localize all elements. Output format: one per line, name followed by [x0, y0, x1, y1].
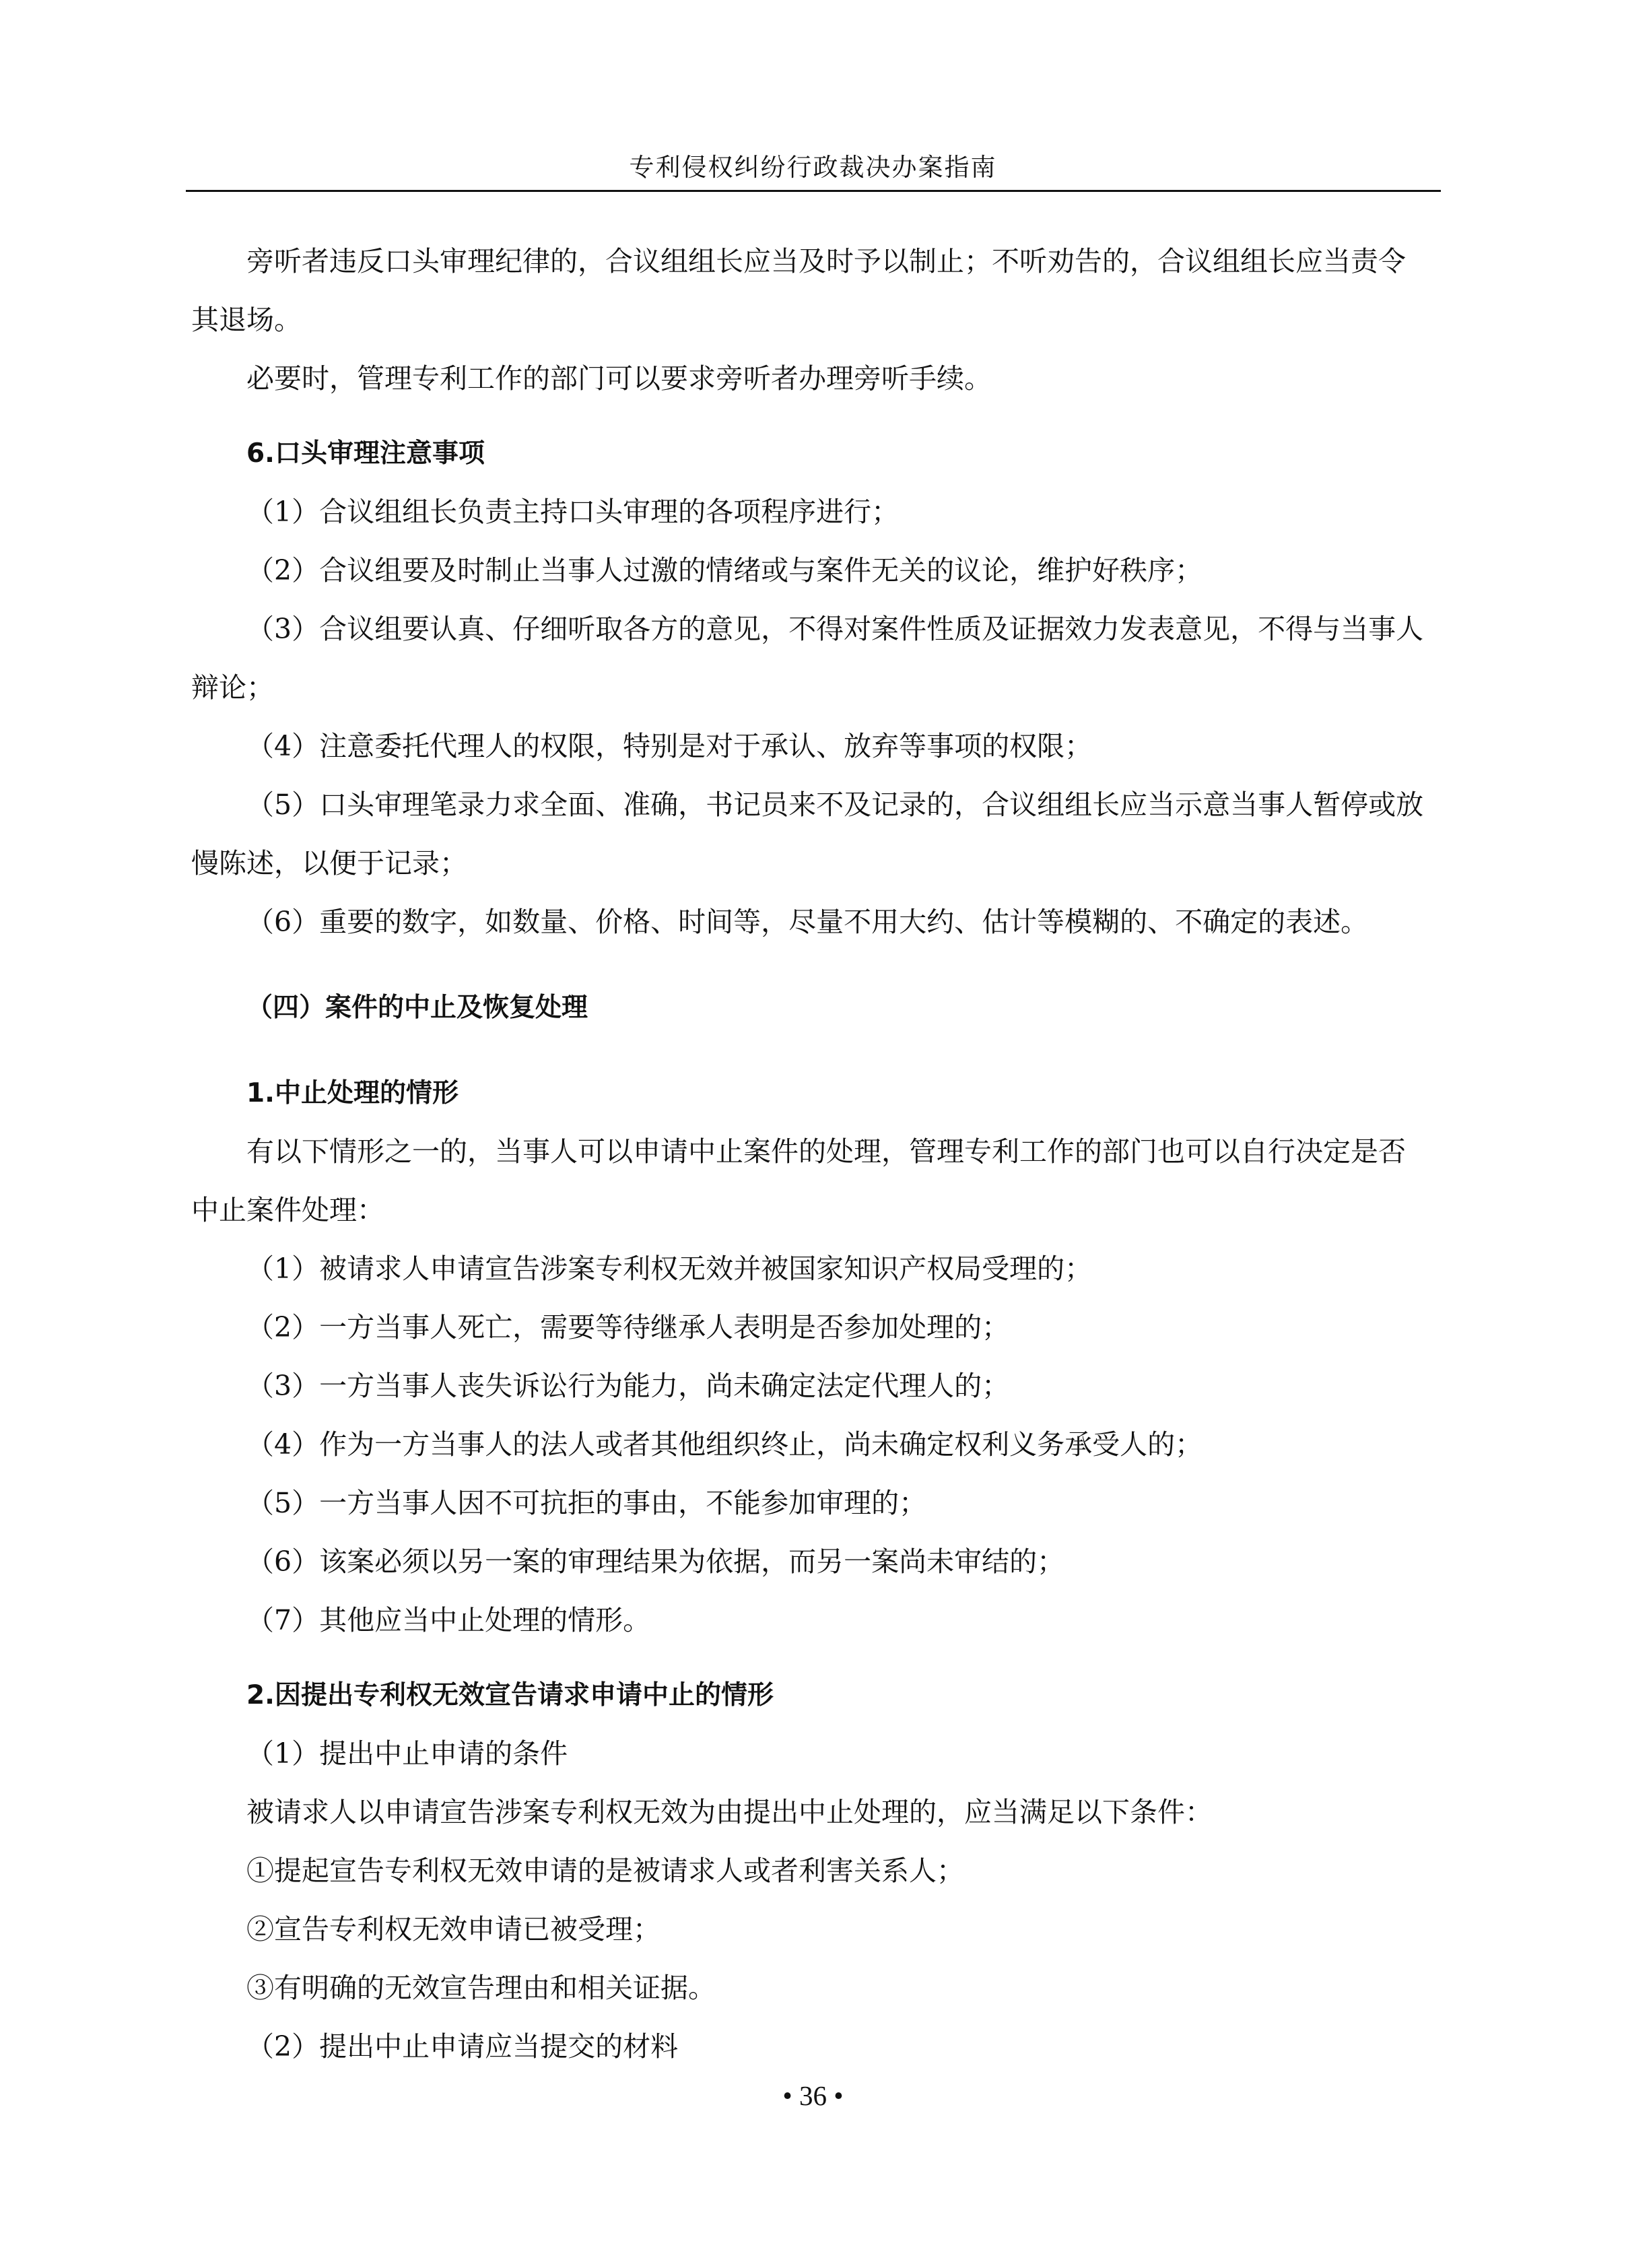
- page-number: • 36 •: [782, 2080, 844, 2111]
- section-heading: 6.口头审理注意事项: [246, 438, 485, 469]
- list-item: （1）被请求人申请宣告涉案专利权无效并被国家知识产权局受理的；: [246, 1253, 1093, 1285]
- header-rule: [186, 190, 1441, 192]
- page-body: [191, 232, 1430, 2076]
- list-item: （4）作为一方当事人的法人或者其他组织终止，尚未确定权利义务承受人的；: [246, 1428, 1203, 1461]
- list-item: （3）一方当事人丧失诉讼行为能力，尚未确定法定代理人的；: [246, 1370, 1010, 1402]
- section-heading: （四）案件的中止及恢复处理: [246, 993, 588, 1023]
- list-item: （3）合议组要认真、仔细听取各方的意见，不得对案件性质及证据效力发表意见，不得与当事人辩论；: [191, 613, 1424, 704]
- list-item: （6）重要的数字，如数量、价格、时间等，尽量不用大约、估计等模糊的、不确定的表述。: [246, 906, 1369, 938]
- list-item: （6）该案必须以另一案的审理结果为依据，而另一案尚未审结的；: [246, 1545, 1065, 1578]
- list-item: （5）一方当事人因不可抗拒的事由，不能参加审理的；: [246, 1487, 927, 1519]
- paragraph: 旁听者违反口头审理纪律的，合议组组长应当及时予以制止；不听劝告的，合议组组长应当责令其退场。: [191, 245, 1406, 336]
- list-item: （2）提出中止申请应当提交的材料: [246, 2030, 679, 2063]
- paragraph: 被请求人以申请宣告涉案专利权无效为由提出中止处理的，应当满足以下条件：: [246, 1796, 1213, 1828]
- paragraph: 有以下情形之一的，当事人可以申请中止案件的处理，管理专利工作的部门也可以自行决定是否中止案件处理：: [191, 1135, 1406, 1226]
- section-heading: 2.因提出专利权无效宣告请求申请中止的情形: [246, 1680, 774, 1710]
- list-item: （5）口头审理笔录力求全面、准确，书记员来不及记录的，合议组组长应当示意当事人暂停或放慢陈述，以便于记录；: [191, 789, 1424, 879]
- section-heading: 1.中止处理的情形: [246, 1078, 459, 1108]
- paragraph: 必要时，管理专利工作的部门可以要求旁听者办理旁听手续。: [246, 362, 992, 395]
- list-item: （2）合议组要及时制止当事人过激的情绪或与案件无关的议论，维护好秩序；: [246, 554, 1203, 587]
- list-item: ②宣告专利权无效申请已被受理；: [246, 1913, 660, 1945]
- list-item: （7）其他应当中止处理的情形。: [246, 1604, 651, 1636]
- list-item: ①提起宣告专利权无效申请的是被请求人或者利害关系人；: [246, 1855, 964, 1887]
- list-item: （1）提出中止申请的条件: [246, 1737, 568, 1770]
- list-item: （2）一方当事人死亡，需要等待继承人表明是否参加处理的；: [246, 1311, 1010, 1343]
- list-item: （1）合议组组长负责主持口头审理的各项程序进行；: [246, 496, 900, 528]
- list-item: （4）注意委托代理人的权限，特别是对于承认、放弃等事项的权限；: [246, 730, 1093, 762]
- running-header: 专利侵权纠纷行政裁决办案指南: [629, 153, 997, 182]
- list-item: ③有明确的无效宣告理由和相关证据。: [246, 1972, 716, 2004]
